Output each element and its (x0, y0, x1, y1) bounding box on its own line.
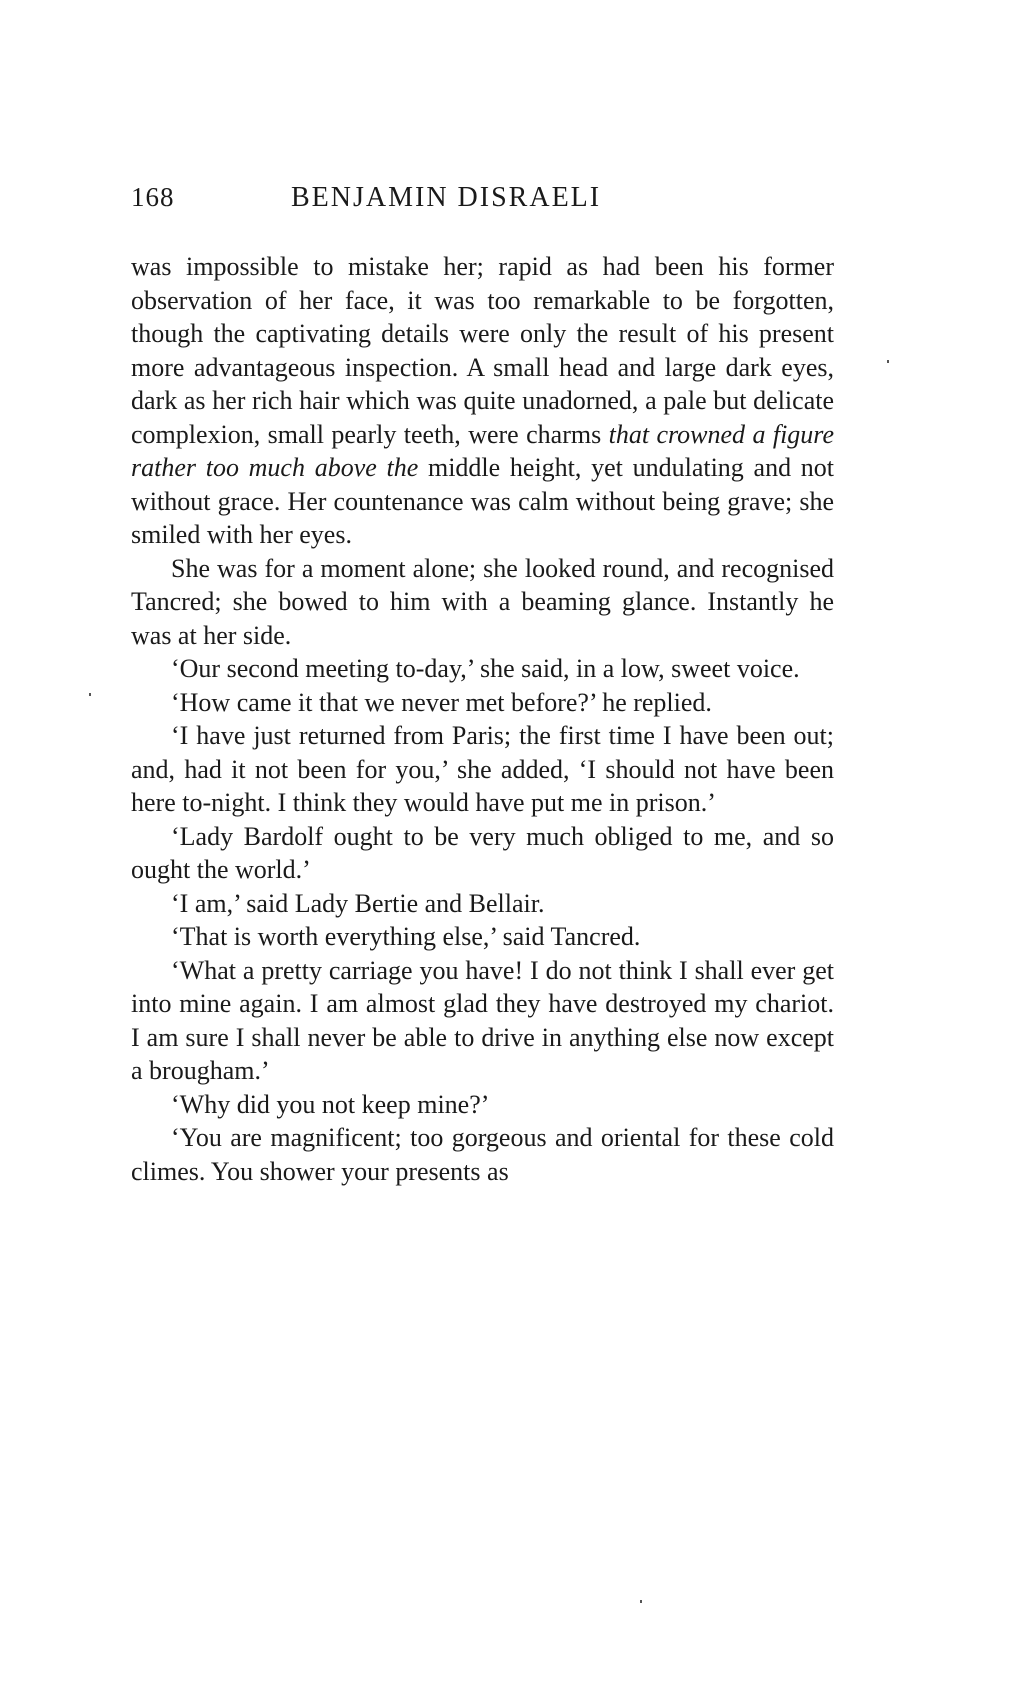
page-number: 168 (131, 182, 175, 212)
paragraph-1-italic-text: that crowned a figure rather too much above the (131, 419, 834, 482)
paragraph-1-text-start: was impossible to mistake her; rapid as had been his former observation of her face, it was too remarkable to be forgotten, though the captivating details were only the result of his present more advantageous inspection. A small head and large dark eyes, dark as her rich hair which was quite unadorned, a pale but delicate complexion, small pearly teeth, were charms (131, 252, 834, 449)
scan-speck (640, 1600, 642, 1603)
running-head: BENJAMIN DISRAELI (291, 182, 602, 213)
paragraph-9: ‘What a pretty carriage you have! I do not think I shall ever get into mine again. I am almost glad they have destroyed my chariot. I am sure I shall never be able to drive in anything else now except a brougham.’ (131, 955, 834, 1085)
paragraph-11: ‘You are magnificent; too gorgeous and oriental for these cold climes. You shower your presents as (131, 1123, 834, 1186)
page-header (131, 182, 834, 222)
scan-speck (89, 693, 91, 696)
paragraph-6: ‘Lady Bardolf ought to be very much obliged to me, and so ought the world.’ (131, 821, 834, 884)
paragraph-1 (131, 250, 834, 552)
body-text (131, 250, 834, 1188)
paragraph-3: ‘Our second meeting to-day,’ she said, in a low, sweet voice. (171, 654, 800, 683)
paragraph-4: ‘How came it that we never met before?’ he replied. (171, 687, 712, 717)
paragraph-1-text-end: middle height, yet undulating and not without grace. Her countenance was calm without being grave; she smiled with her eyes. (131, 453, 835, 549)
paragraph-5: ‘I have just returned from Paris; the first time I have been out; and, had it not been for you,’ she added, ‘I should not have been here to-night. I think they would have put me in prison.’ (131, 721, 834, 817)
paragraph-7: ‘I am,’ said Lady Bertie and Bellair. (171, 888, 545, 918)
paragraph-10: ‘Why did you not keep mine?’ (171, 1089, 490, 1119)
scan-speck (887, 360, 889, 363)
paragraph-8: ‘That is worth everything else,’ said Tancred. (171, 922, 641, 951)
paragraph-2: She was for a moment alone; she looked round, and recognised Tancred; she bowed to him with a beaming glance. Instantly he was at her side. (131, 553, 834, 650)
